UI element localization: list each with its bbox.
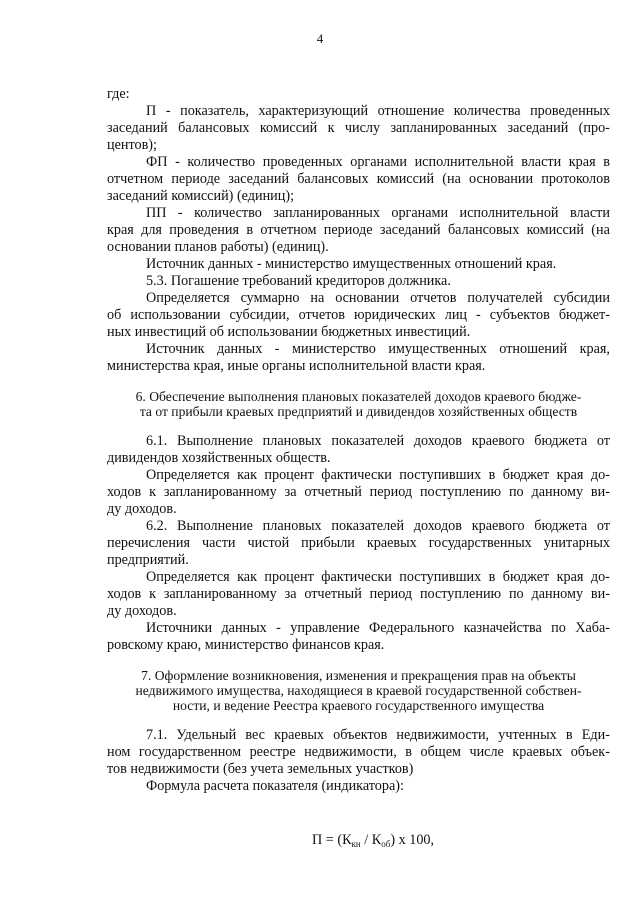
text-line: центов); (107, 137, 157, 153)
heading-line: ности, и ведение Реестра краевого государственного имущества (172, 698, 545, 713)
paragraph (107, 620, 610, 654)
text-line: ду доходов. (107, 603, 177, 619)
paragraph (107, 86, 610, 103)
heading-line: та от прибыли краевых предприятий и дивидендов хозяйственных обществ (139, 404, 578, 419)
text-line: Определяется суммарно на основании отчетов получателей субсидии (146, 290, 610, 306)
text-line: Определяется как процент фактически поступивших в бюджет края до- (146, 569, 610, 585)
heading-line: 7. Оформление возникновения, изменения и прекращения прав на объекты (141, 668, 576, 683)
paragraph (107, 103, 610, 154)
text-line: Формула расчета показателя (индикатора): (146, 778, 404, 794)
text-line: Источники данных - управление Федерального казначейства по Хаба- (146, 620, 610, 636)
text-line: об использовании субсидии, отчетов юридических лиц - субъектов бюджет- (107, 307, 610, 323)
text-line: ровскому краю, министерство финансов края. (107, 637, 385, 653)
text-line: основании планов работы) (единиц). (107, 239, 329, 255)
formula (312, 832, 434, 853)
paragraph (107, 154, 610, 205)
text-line: П - показатель, характеризующий отношение количества проведенных (146, 103, 610, 119)
paragraph (107, 467, 610, 518)
text-line: ных инвестиций об использовании бюджетных инвестиций. (107, 324, 471, 340)
paragraph (107, 273, 610, 290)
text-line: Определяется как процент фактически поступивших в бюджет края до- (146, 467, 610, 483)
text-line: Источник данных - министерство имущественных отношений края. (146, 256, 557, 272)
text-line: 7.1. Удельный вес краевых объектов недвижимости, учтенных в Еди- (146, 727, 610, 743)
page-number: 4 (316, 31, 324, 46)
text-line: заседаний балансовых комиссий к числу запланированных заседаний (про- (107, 120, 610, 136)
text-line: края для проведения в отчетном периоде заседаний балансовых комиссий (на (107, 222, 610, 238)
paragraph (107, 727, 610, 778)
text-line: ду доходов. (107, 501, 177, 517)
paragraph (107, 290, 610, 341)
formula-subscript-kn: кн (351, 839, 361, 849)
paragraph (107, 518, 610, 569)
paragraph (107, 256, 610, 273)
text-line: заседаний комиссий) (единиц); (107, 188, 295, 204)
text-line: 6.2. Выполнение плановых показателей доходов краевого бюджета от (146, 518, 610, 534)
formula-mid: / К (360, 832, 382, 848)
paragraph (107, 433, 610, 467)
heading-line: 6. Обеспечение выполнения плановых показателей доходов краевого бюдже- (135, 389, 582, 404)
text-line: отчетном периоде заседаний балансовых комиссий (на основании протоколов (107, 171, 610, 187)
heading-line: недвижимого имущества, находящиеся в краевой государственной собствен- (135, 683, 582, 698)
text-line: ходов к запланированному за отчетный период поступлению по данному ви- (107, 586, 610, 602)
paragraph (107, 341, 610, 375)
text-line: 6.1. Выполнение плановых показателей доходов краевого бюджета от (146, 433, 610, 449)
text-line: тов недвижимости (без учета земельных участков) (107, 761, 414, 777)
document-body (107, 86, 610, 795)
formula-lhs: П = (К (312, 832, 352, 848)
text-line: дивидендов хозяйственных обществ. (107, 450, 331, 466)
text-line: предприятий. (107, 552, 189, 568)
paragraph (107, 205, 610, 256)
paragraph (107, 778, 610, 795)
text-line: где: (107, 86, 130, 102)
text-line: ФП - количество проведенных органами исполнительной власти края в (146, 154, 610, 170)
formula-rhs: ) х 100, (390, 832, 435, 848)
text-line: Источник данных - министерство имущественных отношений края, (146, 341, 610, 357)
text-line: перечисления части чистой прибыли краевых государственных унитарных (107, 535, 610, 551)
text-line: ном государственном реестре недвижимости, в общем числе краевых объек- (107, 744, 610, 760)
text-line: министерства края, иные органы исполнительной власти края. (107, 358, 486, 374)
formula-subscript-ob: об (381, 839, 391, 849)
paragraph (107, 569, 610, 620)
text-line: ПП - количество запланированных органами исполнительной власти (146, 205, 610, 221)
section-heading (107, 668, 610, 713)
section-heading (107, 389, 610, 419)
text-line: ходов к запланированному за отчетный период поступлению по данному ви- (107, 484, 610, 500)
text-line: 5.3. Погашение требований кредиторов должника. (146, 273, 451, 289)
